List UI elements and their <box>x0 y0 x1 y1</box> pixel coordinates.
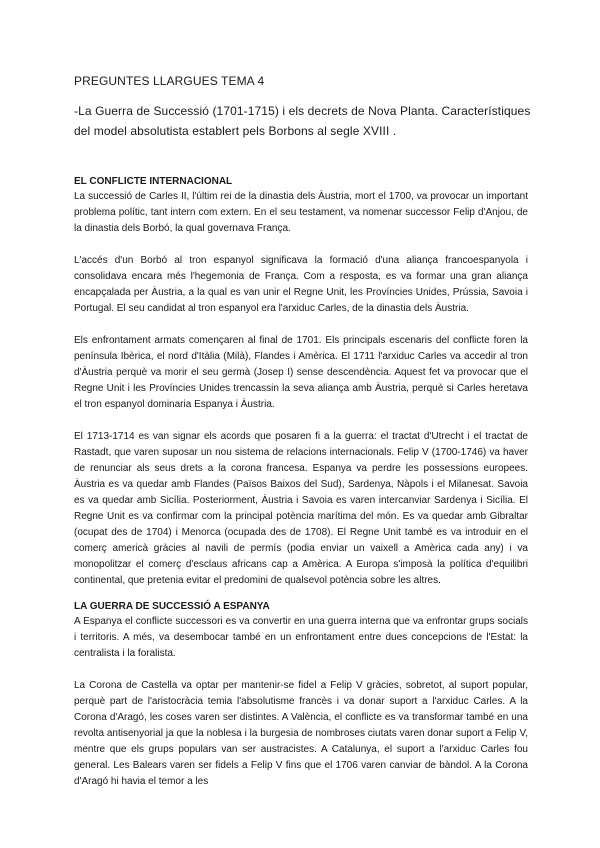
paragraph: L'accés d'un Borbó al tron espanyol significava la formació d'una aliança francoespanyola i consolidava encara més l'hegemonia de França. Com a resposta, es va formar una gran aliança encapçalada per Àustria, a la qual es van unir el Regne Unit, les Províncies Unides, Prússia, Savoia i Portugal. El seu candidat al tron espanyol era l'arxiduc Carles, de la dinastia dels Àustria. <box>74 255 528 314</box>
paragraph: El 1713-1714 es van signar els acords que posaren fi a la guerra: el tractat d'Utrecht i el tractat de Rastadt, que varen suposar un nou sistema de relacions internacionals. Felip V (1700-1746) va haver de renunciar als seus drets a la corona francesa. Espanya va perdre les possessions europees. Àustria es va quedar amb Flandes (Països Baixos del Sud), Sardenya, Nàpols i el Milanesat. Savoia es va quedar amb Sicília. Posteriorment, Àustria i Savoia es varen intercanviar Sardenya i Sicília. El Regne Unit es va confirmar com la principal potència marítima del món. Es va quedar amb Gibraltar (ocupat des de 1704) i Menorca (ocupada des de 1708). El Regne Unit també es va introduir en el comerç americà gràcies al navili de permís (podia enviar un vaixell a Amèrica cada any) i va monopolitzar el comerç d'esclaus africans cap a Amèrica. A Europa s'imposà la política d'equilibri continental, que pretenia evitar el predomini de qualsevol potència sobre les altres. <box>74 431 528 586</box>
paragraph: A Espanya el conflicte successori es va convertir en una guerra interna que va enfrontar grups socials i territoris. A més, va desembocar també en un enfrontament entre dues concepcions de l'Estat: la centralista i la foralista. <box>74 616 528 659</box>
document-subtitle: -La Guerra de Successió (1701-1715) i els decrets de Nova Planta. Característiques del model absolutista establert pels Borbons al segle XVIII . <box>74 104 531 138</box>
section-international-conflict <box>74 175 528 605</box>
document-title: PREGUNTES LLARGUES TEMA 4 <box>74 74 265 88</box>
section-heading: EL CONFLICTE INTERNACIONAL <box>74 176 233 187</box>
section-heading: LA GUERRA DE SUCCESSIÓ A ESPANYA <box>74 601 270 612</box>
paragraph: Els enfrontament armats començaren al final de 1701. Els principals escenaris del conflicte foren la península Ibèrica, el nord d'Itàlia (Milà), Flandes i Amèrica. El 1711 l'arxiduc Carles va accedir al tron d'Àustria perquè va morir el seu germà (Josep I) sense descendència. Aquest fet va provocar que el Regne Unit i les Províncies Unides trencassin la seva aliança amb Àustria, perquè si Carles heretava el tron espanyol dominaria Espanya i Àustria. <box>74 335 528 410</box>
paragraph: La successió de Carles II, l'últim rei de la dinastia dels Àustria, mort el 1700, va provocar un important problema polític, tant intern com extern. En el seu testament, va nomenar successor Felip d'Anjou, de la dinastia dels Borbó, la qual governava França. <box>74 191 528 234</box>
section-war-in-spain <box>74 600 528 806</box>
paragraph: La Corona de Castella va optar per mantenir-se fidel a Felip V gràcies, sobretot, al suport popular, perquè part de l'aristocràcia temia l'absolutisme francès i va donar suport a l'arxiduc Carles. A la Corona d'Aragó, les coses varen ser distintes. A València, el conflicte es va transformar també en una revolta antisenyorial ja que la noblesa i la burgesia de nombroses ciutats varen donar suport a Felip V, mentre que els grups populars van ser austracistes. A Catalunya, el suport a l'arxiduc Carles fou general. Les Balears varen ser fidels a Felip V fins que el 1706 varen canviar de bàndol. A la Corona d'Aragó hi havia el temor a les <box>74 680 528 787</box>
